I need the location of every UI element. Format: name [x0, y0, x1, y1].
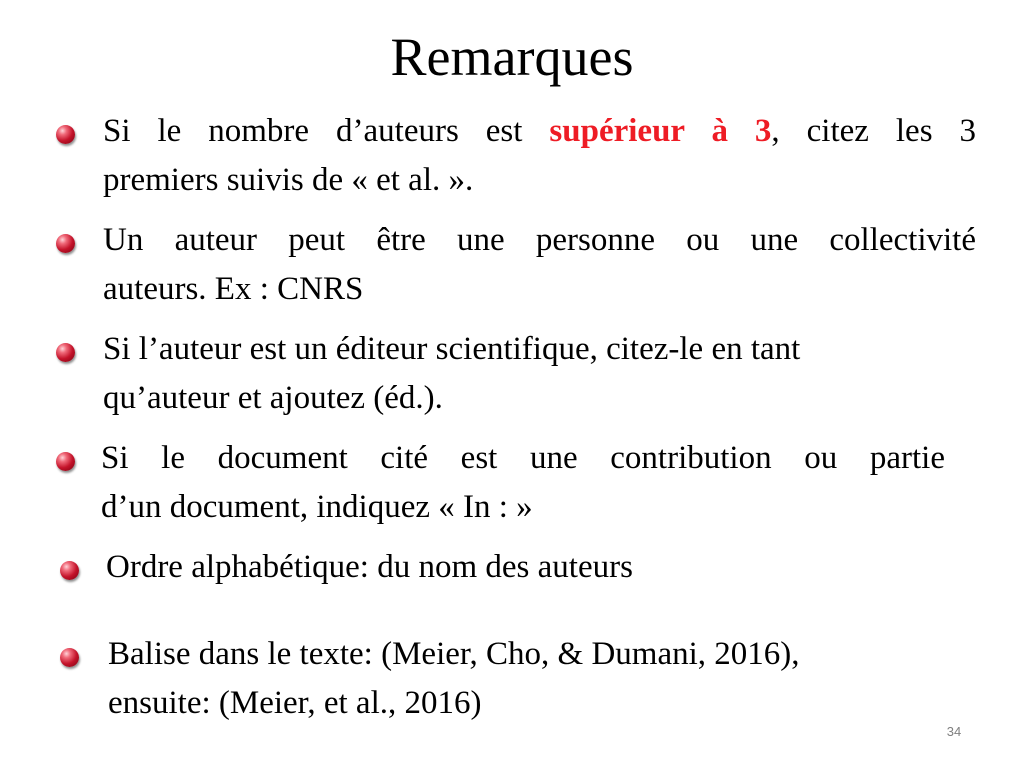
bullet-icon	[56, 452, 75, 471]
list-item-line: Si l’auteur est un éditeur scientifique, citez-le en tant	[103, 331, 801, 367]
list-item	[103, 107, 976, 205]
list-item	[108, 630, 968, 728]
list-item-text: Si le nombre d’auteurs est	[103, 113, 550, 149]
bullet-icon	[60, 648, 79, 667]
list-item-line: premiers suivis de « et al. ».	[103, 162, 474, 198]
slide-title: Remarques	[390, 27, 634, 87]
list-item-text: , citez les 3	[771, 113, 977, 149]
bullet-icon	[56, 234, 75, 253]
bullet-icon	[60, 561, 79, 580]
page-number: 34	[946, 724, 962, 739]
list-item	[103, 216, 976, 314]
list-item-line: ensuite: (Meier, et al., 2016)	[108, 685, 482, 721]
list-item-line: Un auteur peut être une personne ou une collectivité	[103, 222, 976, 258]
list-item-line: auteurs. Ex : CNRS	[103, 271, 364, 307]
list-item-line: Balise dans le texte: (Meier, Cho, & Dumani, 2016),	[108, 636, 800, 672]
list-item-line: Si le document cité est une contribution ou partie	[101, 440, 945, 476]
list-item-line: qu’auteur et ajoutez (éd.).	[103, 380, 443, 416]
list-item-line: d’un document, indiquez « In : »	[101, 489, 533, 525]
list-item	[103, 325, 976, 423]
list-item	[101, 434, 945, 532]
emphasis-text: supérieur à 3	[549, 113, 772, 149]
bullet-icon	[56, 343, 75, 362]
list-item	[106, 543, 979, 592]
bullet-icon	[56, 125, 75, 144]
list-item-line: Ordre alphabétique: du nom des auteurs	[106, 549, 633, 585]
list-item-line	[103, 107, 976, 156]
